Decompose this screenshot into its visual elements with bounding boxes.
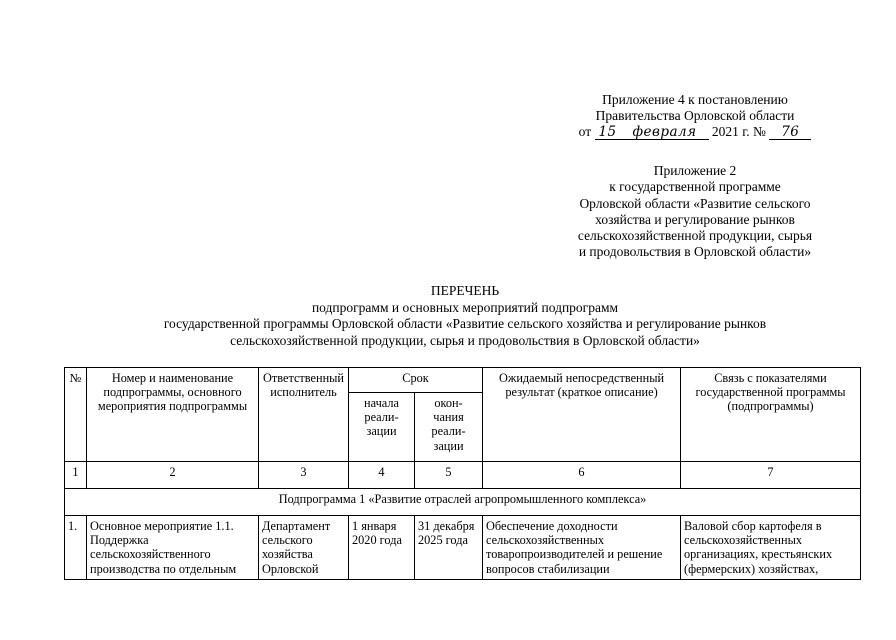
appendix-line-1: Приложение 4 к постановлению: [602, 92, 788, 107]
programs-table: [64, 367, 861, 580]
appendix2-line: и продовольствия в Орловской области»: [578, 244, 812, 260]
row-name: Основное мероприятие 1.1. Поддержка сельскохозяйственного производства по отдельным: [87, 516, 259, 580]
appendix-line-2: Правительства Орловской области: [595, 108, 795, 123]
header-start: начала реали-зации: [349, 393, 415, 462]
appendix2-line: хозяйства и регулирование рынков: [595, 211, 795, 227]
document-heading: [60, 283, 870, 349]
date-prefix: от: [578, 124, 592, 139]
header-result: Ожидаемый непосредственный результат (краткое описание): [483, 368, 681, 462]
handwritten-number: 76: [769, 125, 811, 140]
appendix2-block: [540, 163, 850, 261]
header-name: Номер и наименование подпрограммы, основного мероприятия подпрограммы: [87, 368, 259, 462]
row-executor: Департамент сельского хозяйства Орловской: [259, 516, 349, 580]
column-number: 2: [87, 462, 259, 489]
heading-line-3: государственной программы Орловской области «Развитие сельского хозяйства и регулирование рынков: [163, 316, 767, 331]
column-number: 5: [415, 462, 483, 489]
table-row: [65, 516, 861, 580]
appendix2-line: Приложение 2: [653, 163, 737, 178]
appendix-block: [540, 92, 850, 140]
appendix2-line: к государственной программе: [609, 179, 781, 195]
heading-line-2: подпрограмм и основных мероприятий подпрограмм: [311, 299, 619, 315]
subprogram-row: [65, 489, 861, 516]
column-number: 3: [259, 462, 349, 489]
row-start: 1 января 2020 года: [349, 516, 415, 580]
row-result: Обеспечение доходности сельскохозяйственных товаропроизводителей и решение вопросов стабилизации: [483, 516, 681, 580]
table-header-row: [65, 368, 861, 393]
column-number: 1: [65, 462, 87, 489]
column-number: 6: [483, 462, 681, 489]
row-num: 1.: [65, 516, 87, 580]
heading-title: ПЕРЕЧЕНЬ: [430, 283, 500, 298]
appendix2-line: Орловской области «Развитие сельского: [579, 195, 811, 211]
subprogram-title: Подпрограмма 1 «Развитие отраслей агропромышленного комплекса»: [65, 489, 861, 516]
column-number: 4: [349, 462, 415, 489]
column-number-row: [65, 462, 861, 489]
header-link: Связь с показателями государственной программы (подпрограммы): [681, 368, 861, 462]
column-number: 7: [681, 462, 861, 489]
row-link: Валовой сбор картофеля в сельскохозяйственных организациях, крестьянских (фермерских) хозяйствах,: [681, 516, 861, 580]
header-executor: Ответственный исполнитель: [259, 368, 349, 462]
appendix2-line: сельскохозяйственной продукции, сырья: [577, 228, 813, 244]
header-term: Срок: [349, 368, 483, 393]
handwritten-month: февраля: [621, 125, 709, 140]
header-end: окон-чания реали-зации: [415, 393, 483, 462]
header-num: №: [65, 368, 87, 462]
appendix-date-line: [540, 124, 850, 140]
row-end: 31 декабря 2025 года: [415, 516, 483, 580]
date-year: 2021 г. №: [711, 124, 766, 139]
handwritten-day: 15: [595, 125, 621, 140]
heading-line-4: сельскохозяйственной продукции, сырья и продовольствия в Орловской области»: [230, 332, 700, 348]
